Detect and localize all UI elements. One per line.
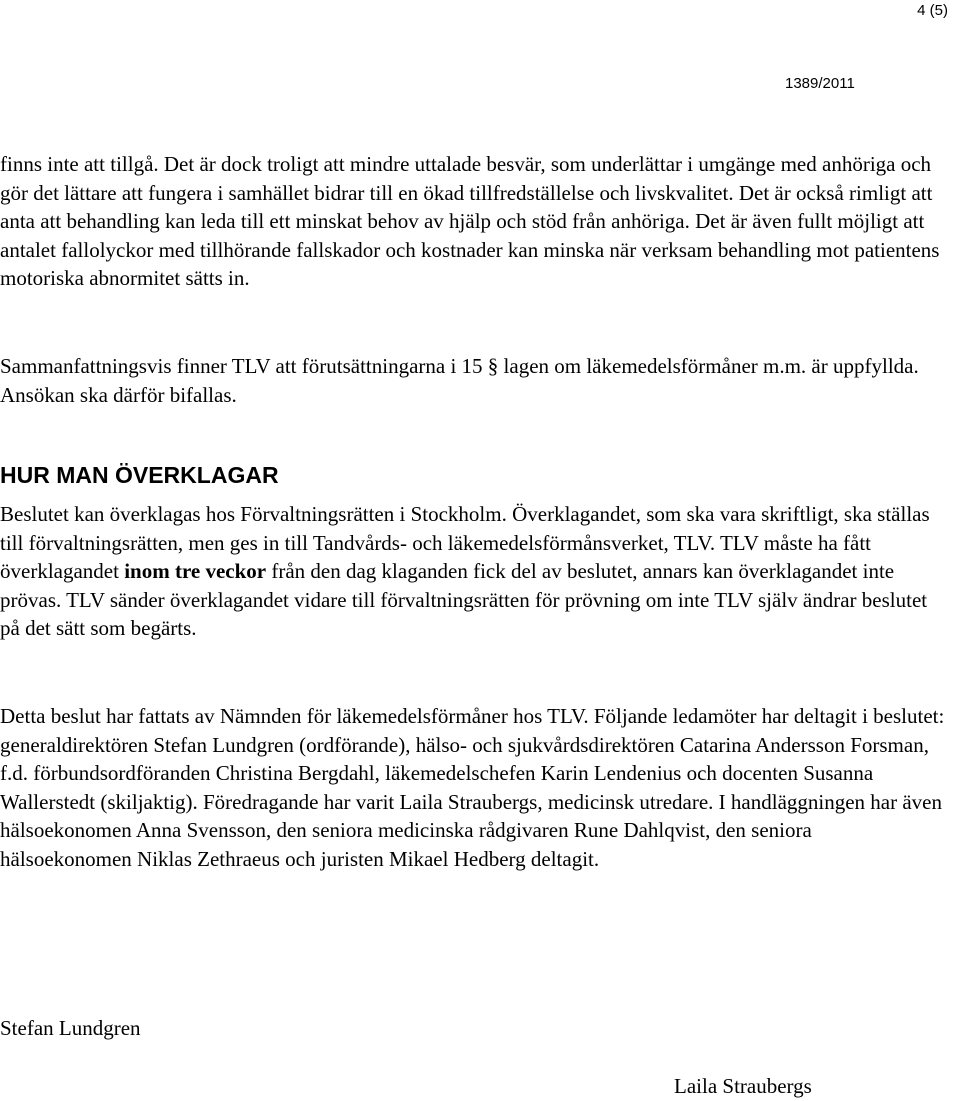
appeal-text-part-1: Beslutet kan överklagas hos Förvaltningsrätten i Stockholm. Överklagandet, som ska vara skriftligt, ska ställas till förvaltningsrätten, men ges in till Tandvårds- och läkemedelsförmånsverket, TLV. TLV måste ha fått överklagandet xyxy=(0,502,930,583)
paragraph-conclusion: Sammanfattningsvis finner TLV att förutsättningarna i 15 § lagen om läkemedelsförmåner m.m. är uppfyllda. Ansökan ska därför bifallas. xyxy=(0,354,919,407)
paragraph-appeal-instructions xyxy=(0,500,948,643)
paragraph-decision-makers: Detta beslut har fattats av Nämnden för läkemedelsförmåner hos TLV. Följande ledamöter har deltagit i beslutet: generaldirektören Stefan Lundgren (ordförande), hälso- och sjukvårdsdirektören Catarina Andersson Forsman, f.d. förbundsordföranden Christina Bergdahl, läkemedelschefen Karin Lendenius och docenten Susanna Wallerstedt (skiljaktig). Föredragande har varit Laila Straubergs, medicinsk utredare. I handläggningen har även hälsoekonomen Anna Svensson, den seniora medicinska rådgivaren Rune Dahlqvist, den seniora hälsoekonomen Niklas Zethraeus och juristen Mikael Hedberg deltagit. xyxy=(0,704,945,871)
appeal-deadline-emphasis: inom tre veckor xyxy=(124,559,267,583)
signature-chair: Stefan Lundgren xyxy=(0,1016,141,1040)
appeal-text-part-2: från den dag klaganden fick del av beslutet, annars kan överklagandet inte prövas. TLV sänder överklagandet vidare till förvaltningsrätten för prövning om inte TLV själv ändrar beslutet på det sätt som begärts. xyxy=(0,559,928,640)
signature-rapporteur: Laila Straubergs xyxy=(674,1074,812,1098)
section-heading-appeal: HUR MAN ÖVERKLAGAR xyxy=(0,462,279,488)
document-reference: 1389/2011 xyxy=(785,75,855,92)
paragraph-assessment: finns inte att tillgå. Det är dock troligt att mindre uttalade besvär, som underlättar i umgänge med anhöriga och gör det lättare att fungera i samhället bidrar till en ökad tillfredställelse och livskvalitet. Det är också rimligt att anta att behandling kan leda till ett minskat behov av hjälp och stöd från anhöriga. Det är även fullt möjligt att antalet fallolyckor med tillhörande fallskador och kostnader kan minska när verksam behandling mot patientens motoriska abnormitet sätts in. xyxy=(0,152,940,290)
page-number: 4 (5) xyxy=(917,2,948,19)
